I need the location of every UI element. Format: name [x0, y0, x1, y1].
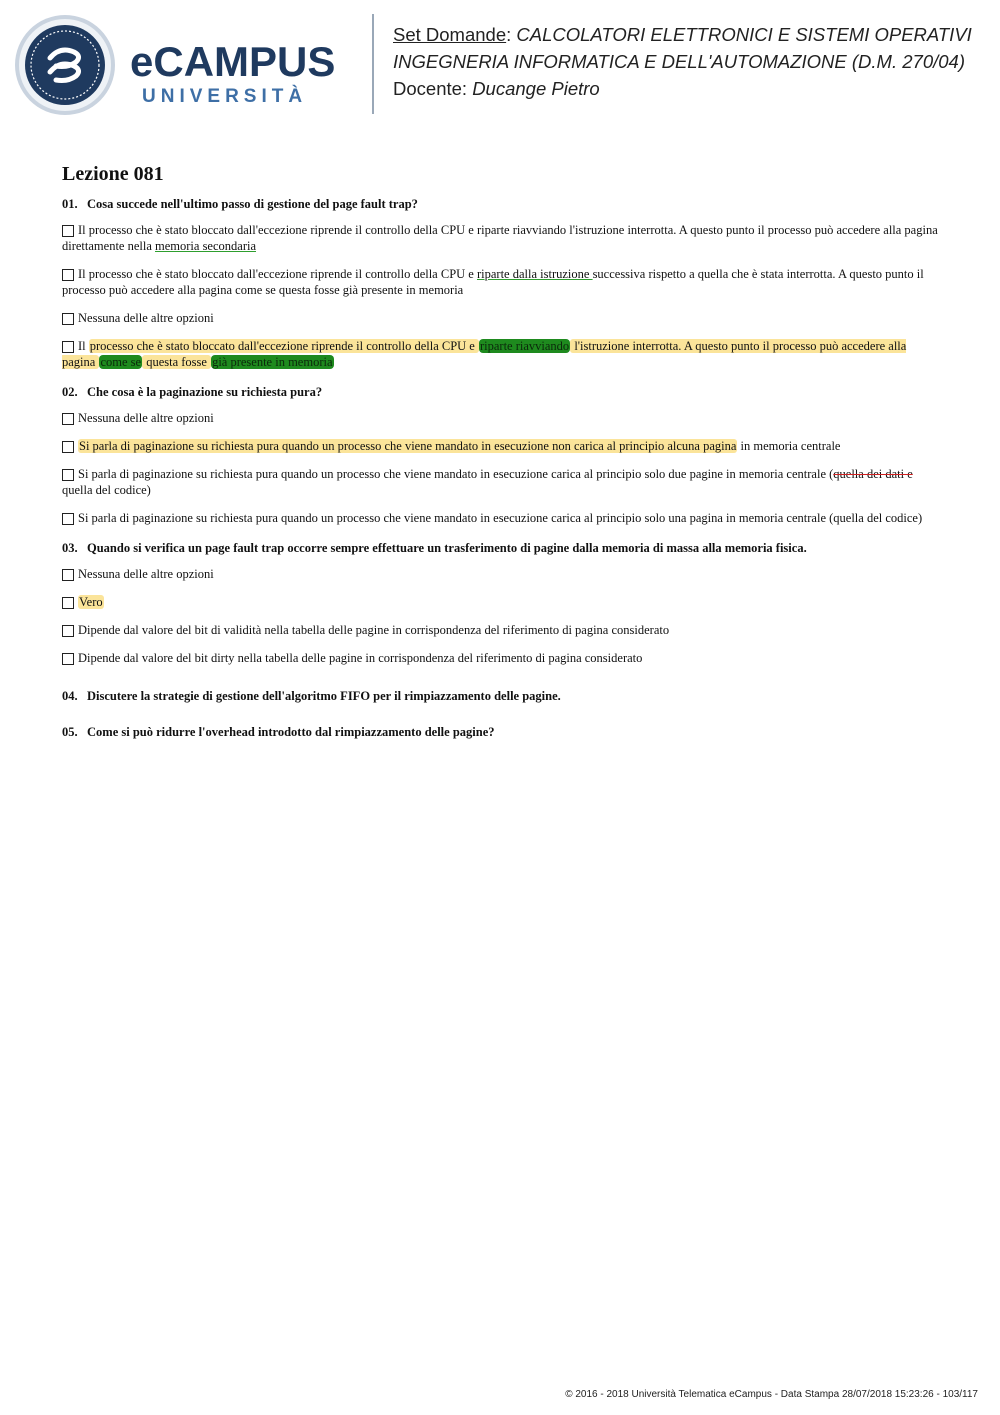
- answer-checkbox[interactable]: [62, 597, 74, 609]
- highlighted-text: l'istruzione interrotta. A questo punto il processo può accedere alla pagina: [62, 339, 907, 369]
- set-label: Set Domande: [393, 24, 507, 45]
- answer-checkbox[interactable]: [62, 413, 74, 425]
- logo-wordmark: eCAMPUS: [130, 38, 336, 85]
- answer-option-highlighted: [62, 594, 942, 610]
- option-text: quella del codice): [62, 483, 151, 497]
- green-highlighted-text: riparte riavviando: [479, 339, 570, 353]
- ecampus-logo: [130, 40, 360, 112]
- question-number: 03.: [62, 541, 78, 555]
- answer-checkbox[interactable]: [62, 469, 74, 481]
- question-heading: [62, 196, 942, 212]
- answer-option: [62, 510, 942, 526]
- highlighted-text: processo che è stato bloccato dall'eccezione riprende il controllo della CPU e: [89, 339, 478, 353]
- option-text-underlined: riparte dalla istruzione: [476, 267, 593, 281]
- answer-checkbox[interactable]: [62, 653, 74, 665]
- page-content: [62, 160, 942, 750]
- answer-option-highlighted: [62, 438, 942, 454]
- answer-checkbox[interactable]: [62, 225, 74, 237]
- question-01: [62, 196, 942, 370]
- option-text: Nessuna delle altre opzioni: [78, 411, 214, 425]
- option-text: Il processo che è stato bloccato dall'eccezione riprende il controllo della CPU e riparte riavviando l'istruzione interrotta. A questo punto il processo può accedere alla pagina direttamente nella: [62, 223, 938, 253]
- answer-checkbox[interactable]: [62, 341, 74, 353]
- answer-checkbox[interactable]: [62, 569, 74, 581]
- set-colon: :: [506, 24, 517, 45]
- lesson-title: Lezione 081: [62, 163, 164, 185]
- option-text: Il: [78, 339, 89, 353]
- answer-checkbox[interactable]: [62, 269, 74, 281]
- question-heading: [62, 384, 942, 400]
- ecampus-emblem-icon: [14, 14, 116, 116]
- highlighted-text: Vero: [79, 595, 103, 609]
- question-02: [62, 384, 942, 526]
- answer-option: [62, 222, 942, 254]
- question-heading: [62, 540, 942, 556]
- answer-checkbox[interactable]: [62, 513, 74, 525]
- question-number: 01.: [62, 197, 78, 211]
- question-text: Discutere la strategie di gestione dell'algoritmo FIFO per il rimpiazzamento delle pagine.: [87, 689, 561, 703]
- option-text: Nessuna delle altre opzioni: [78, 311, 214, 325]
- teacher-line: [393, 75, 993, 102]
- option-text: Si parla di paginazione su richiesta pura quando un processo che viene mandato in esecuzione carica al principio solo due pagine in memoria centrale (: [78, 467, 834, 481]
- logo-subtitle: UNIVERSITÀ: [142, 86, 308, 107]
- question-03: [62, 540, 942, 666]
- question-text: Che cosa è la paginazione su richiesta pura?: [87, 385, 323, 399]
- green-highlighted-text: già presente in memoria: [212, 355, 333, 369]
- answer-option-highlighted: [62, 338, 942, 370]
- option-text: Il processo che è stato bloccato dall'eccezione riprende il controllo della CPU e: [78, 267, 477, 281]
- question-text: Cosa succede nell'ultimo passo di gestione del page fault trap?: [87, 197, 418, 211]
- page-header: [0, 0, 1000, 130]
- question-04: [62, 688, 942, 704]
- question-05: [62, 724, 942, 740]
- green-highlighted-text: come se: [100, 355, 142, 369]
- option-text: Si parla di paginazione su richiesta pura quando un processo che viene mandato in esecuzione carica al principio solo una pagina in memoria centrale (quella del codice): [78, 511, 923, 525]
- teacher-name: Ducange Pietro: [472, 78, 600, 99]
- course-name: CALCOLATORI ELETTRONICI E SISTEMI OPERATIVI: [516, 24, 972, 45]
- question-number: 05.: [62, 725, 78, 739]
- question-text: Come si può ridurre l'overhead introdotto dal rimpiazzamento delle pagine?: [87, 725, 495, 739]
- answer-option: [62, 650, 942, 666]
- header-divider: [372, 14, 374, 114]
- option-text: successiva rispetto a quella che è stata interrotta. A questo punto il processo può accedere alla pagina come se questa fosse già presente in memoria: [62, 267, 924, 297]
- answer-option: [62, 622, 942, 638]
- question-text: Quando si verifica un page fault trap occorre sempre effettuare un trasferimento di pagine dalla memoria di massa alla memoria fisica.: [87, 541, 807, 555]
- course-line-2: INGEGNERIA INFORMATICA E DELL'AUTOMAZIONE (D.M. 270/04): [393, 51, 965, 72]
- highlighted-text: questa fosse: [143, 355, 211, 369]
- teacher-label: Docente:: [393, 78, 473, 99]
- option-text: Dipende dal valore del bit dirty nella tabella delle pagine in corrispondenza del riferimento di pagina considerato: [78, 651, 643, 665]
- answer-checkbox[interactable]: [62, 313, 74, 325]
- course-info: [393, 21, 993, 102]
- answer-option: [62, 266, 942, 298]
- answer-option: [62, 410, 942, 426]
- page-footer: © 2016 - 2018 Università Telematica eCampus - Data Stampa 28/07/2018 15:23:26 - 103/117: [565, 1389, 978, 1400]
- answer-checkbox[interactable]: [62, 625, 74, 637]
- option-text: Nessuna delle altre opzioni: [78, 567, 214, 581]
- option-text: in memoria centrale: [737, 439, 841, 453]
- answer-option: [62, 466, 942, 498]
- course-line-1: [393, 21, 993, 48]
- struck-text: quella dei dati e: [833, 467, 913, 481]
- highlighted-text: Si parla di paginazione su richiesta pura quando un processo che viene mandato in esecuzione non carica al principio alcuna pagina: [79, 439, 737, 453]
- answer-option: [62, 566, 942, 582]
- answer-checkbox[interactable]: [62, 441, 74, 453]
- question-number: 02.: [62, 385, 78, 399]
- option-text: Dipende dal valore del bit di validità nella tabella delle pagine in corrispondenza del riferimento di pagina considerato: [78, 623, 670, 637]
- question-number: 04.: [62, 689, 78, 703]
- option-text-underlined: memoria secondaria: [155, 239, 257, 253]
- answer-option: [62, 310, 942, 326]
